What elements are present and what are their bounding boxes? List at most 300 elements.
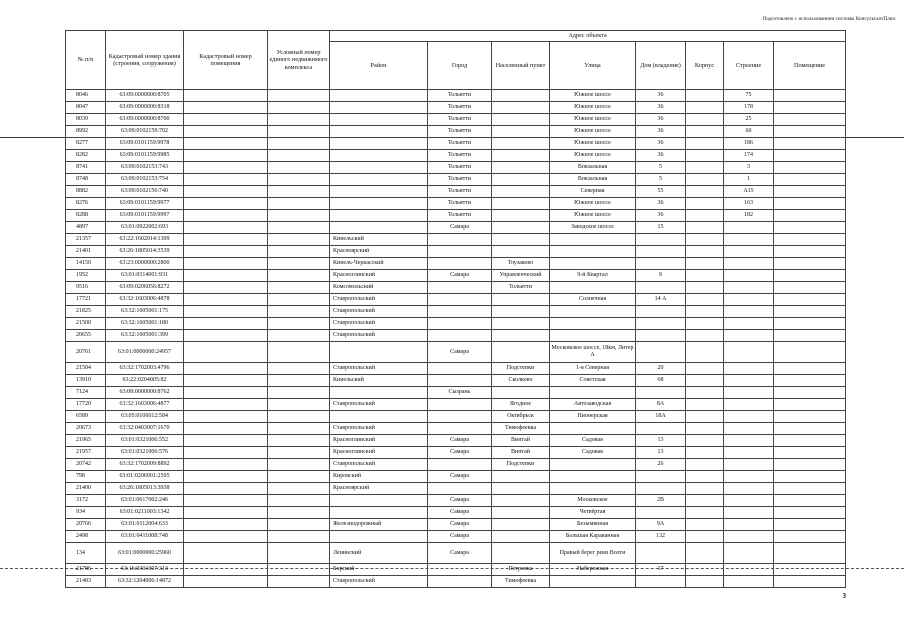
cell-room xyxy=(774,198,846,210)
cell-block xyxy=(686,186,724,198)
cell-house: 18А xyxy=(636,411,686,423)
cell-house: 132 xyxy=(636,531,686,543)
cell-conditional-number xyxy=(268,126,330,138)
table-row xyxy=(66,423,846,435)
cell-house xyxy=(636,342,686,363)
cell-conditional-number xyxy=(268,270,330,282)
cell-conditional-number xyxy=(268,507,330,519)
cell-cadastral: 63:09:0101159:9997 xyxy=(106,210,184,222)
cell-cadastral-room xyxy=(184,174,268,186)
cell-building: 182 xyxy=(724,210,774,222)
cell-district: Красноглинский xyxy=(330,270,428,282)
cell-building xyxy=(724,222,774,234)
cell-house: 9 xyxy=(636,270,686,282)
cell-street: Южное шоссе xyxy=(550,198,636,210)
cell-room xyxy=(774,363,846,375)
cell-cadastral-room xyxy=(184,210,268,222)
cell-room xyxy=(774,483,846,495)
cell-room xyxy=(774,459,846,471)
cell-cadastral: 63:01:0211003:1342 xyxy=(106,507,184,519)
cell-conditional-number xyxy=(268,447,330,459)
cell-cadastral: 63:32:1605001:399 xyxy=(106,330,184,342)
cell-cadastral: 63:01:0314001:931 xyxy=(106,270,184,282)
cell-room xyxy=(774,564,846,576)
cell-conditional-number xyxy=(268,543,330,564)
cell-building xyxy=(724,375,774,387)
cell-block xyxy=(686,543,724,564)
cell-cadastral-room xyxy=(184,459,268,471)
cell-district xyxy=(330,114,428,126)
cell-settlement xyxy=(492,234,550,246)
cell-settlement xyxy=(492,114,550,126)
cell-building xyxy=(724,330,774,342)
cell-city: Тольятти xyxy=(428,150,492,162)
cell-conditional-number xyxy=(268,387,330,399)
table-row xyxy=(66,387,846,399)
cell-settlement xyxy=(492,150,550,162)
cell-cadastral: 63:09:0000000:8705 xyxy=(106,90,184,102)
cell-district xyxy=(330,507,428,519)
table-row xyxy=(66,186,846,198)
cell-district xyxy=(330,411,428,423)
cell-district xyxy=(330,495,428,507)
cell-district xyxy=(330,198,428,210)
cell-district: Ленинский xyxy=(330,543,428,564)
cell-district xyxy=(330,531,428,543)
cell-conditional-number xyxy=(268,102,330,114)
cell-cadastral: 63:01:0112004:633 xyxy=(106,519,184,531)
cell-house xyxy=(636,258,686,270)
cell-house: 14 А xyxy=(636,294,686,306)
cell-house: 9А xyxy=(636,519,686,531)
cell-settlement: Тоузаково xyxy=(492,258,550,270)
cell-city: Самара xyxy=(428,507,492,519)
cell-num: 9516 xyxy=(66,282,106,294)
cell-num: 8288 xyxy=(66,210,106,222)
cell-num: 8277 xyxy=(66,138,106,150)
cell-block xyxy=(686,234,724,246)
cell-street xyxy=(550,246,636,258)
cell-block xyxy=(686,342,724,363)
cell-conditional-number xyxy=(268,330,330,342)
cell-district xyxy=(330,186,428,198)
cell-block xyxy=(686,90,724,102)
cell-district: Ставропольский xyxy=(330,330,428,342)
cell-settlement: Ягодное xyxy=(492,399,550,411)
cell-room xyxy=(774,126,846,138)
cell-house xyxy=(636,234,686,246)
cell-cadastral-room xyxy=(184,258,268,270)
cell-building xyxy=(724,294,774,306)
table-row xyxy=(66,114,846,126)
cell-city xyxy=(428,564,492,576)
cell-street xyxy=(550,282,636,294)
cell-cadastral: 63:09:0102156:740 xyxy=(106,186,184,198)
table-row xyxy=(66,270,846,282)
cell-cadastral-room xyxy=(184,162,268,174)
cell-district xyxy=(330,387,428,399)
cell-city xyxy=(428,459,492,471)
cell-city: Тольятти xyxy=(428,126,492,138)
cell-house: 13 xyxy=(636,435,686,447)
cell-cadastral-room xyxy=(184,483,268,495)
cell-building: 1 xyxy=(724,174,774,186)
cell-room xyxy=(774,411,846,423)
cell-city: Тольятти xyxy=(428,198,492,210)
cell-conditional-number xyxy=(268,375,330,387)
table-row xyxy=(66,411,846,423)
cell-street: Южное шоссе xyxy=(550,102,636,114)
cell-building xyxy=(724,507,774,519)
cell-settlement xyxy=(492,330,550,342)
cell-room xyxy=(774,330,846,342)
cell-house: 20 xyxy=(636,363,686,375)
cell-street xyxy=(550,387,636,399)
cell-num: 21401 xyxy=(66,246,106,258)
table-row xyxy=(66,471,846,483)
cell-block xyxy=(686,162,724,174)
cell-street: Московское xyxy=(550,495,636,507)
cell-cadastral-room xyxy=(184,531,268,543)
cell-house xyxy=(636,246,686,258)
cell-settlement: Тимофеевка xyxy=(492,423,550,435)
cell-cadastral: 63:01:0617002:246 xyxy=(106,495,184,507)
cell-building xyxy=(724,399,774,411)
cell-city: Тольятти xyxy=(428,186,492,198)
cell-settlement xyxy=(492,519,550,531)
cell-district xyxy=(330,126,428,138)
cell-district: Красноярский xyxy=(330,246,428,258)
cell-house: 2В xyxy=(636,495,686,507)
cell-cadastral-room xyxy=(184,90,268,102)
cell-block xyxy=(686,459,724,471)
table-row xyxy=(66,483,846,495)
cell-block xyxy=(686,507,724,519)
cell-cadastral: 63:09:0102153:754 xyxy=(106,174,184,186)
cell-house: 68 xyxy=(636,375,686,387)
cell-cadastral-room xyxy=(184,330,268,342)
table-row xyxy=(66,363,846,375)
cell-cadastral-room xyxy=(184,198,268,210)
table-row xyxy=(66,531,846,543)
cell-settlement: Подстепки xyxy=(492,459,550,471)
cell-building: А15 xyxy=(724,186,774,198)
cell-cadastral-room xyxy=(184,519,268,531)
cell-house: 15 xyxy=(636,222,686,234)
cell-house xyxy=(636,387,686,399)
cell-cadastral-room xyxy=(184,363,268,375)
cell-city: Самара xyxy=(428,519,492,531)
cell-city: Тольятти xyxy=(428,210,492,222)
cell-settlement xyxy=(492,483,550,495)
cell-building xyxy=(724,519,774,531)
cell-street: Советская xyxy=(550,375,636,387)
cell-room xyxy=(774,387,846,399)
cell-conditional-number xyxy=(268,90,330,102)
table-row xyxy=(66,258,846,270)
cell-street: Четвёртая xyxy=(550,507,636,519)
cell-building: 25 xyxy=(724,114,774,126)
cell-room xyxy=(774,399,846,411)
cell-room xyxy=(774,531,846,543)
header-district: Район xyxy=(330,42,428,90)
cell-cadastral: 63:01:0922002:693 xyxy=(106,222,184,234)
cell-building: 174 xyxy=(724,150,774,162)
cell-block xyxy=(686,210,724,222)
cell-house xyxy=(636,483,686,495)
cell-room xyxy=(774,150,846,162)
cell-district: Железнодорожный xyxy=(330,519,428,531)
cell-num: 8047 xyxy=(66,102,106,114)
header-house: Дом (владение) xyxy=(636,42,686,90)
cell-block xyxy=(686,495,724,507)
cell-district xyxy=(330,162,428,174)
header-cadastral-room: Кадастровый номер помещения xyxy=(184,31,268,90)
cell-district xyxy=(330,342,428,363)
cell-house: 36 xyxy=(636,138,686,150)
cell-cadastral: 63:32:1204006:14872 xyxy=(106,576,184,588)
table-row xyxy=(66,399,846,411)
cell-cadastral-room xyxy=(184,447,268,459)
cell-district xyxy=(330,210,428,222)
cell-street xyxy=(550,330,636,342)
cell-room xyxy=(774,114,846,126)
cell-settlement xyxy=(492,318,550,330)
cell-num: 21400 xyxy=(66,483,106,495)
cell-cadastral: 63:26:1805013:3938 xyxy=(106,483,184,495)
cell-district: Ставропольский xyxy=(330,318,428,330)
cell-building xyxy=(724,471,774,483)
cell-cadastral: 63:01:0206001:2595 xyxy=(106,471,184,483)
cell-house xyxy=(636,543,686,564)
cell-building xyxy=(724,483,774,495)
cell-room xyxy=(774,294,846,306)
cell-house: 5 xyxy=(636,174,686,186)
cell-house xyxy=(636,306,686,318)
cell-house: 36 xyxy=(636,90,686,102)
cell-conditional-number xyxy=(268,138,330,150)
cell-city: Тольятти xyxy=(428,90,492,102)
cell-house: 36 xyxy=(636,126,686,138)
cell-num: 20761 xyxy=(66,342,106,363)
cell-district: Борский xyxy=(330,564,428,576)
cell-street xyxy=(550,576,636,588)
cell-block xyxy=(686,399,724,411)
cell-settlement xyxy=(492,198,550,210)
cell-block xyxy=(686,564,724,576)
cell-conditional-number xyxy=(268,258,330,270)
header-street: Улица xyxy=(550,42,636,90)
cell-district xyxy=(330,150,428,162)
cell-num: 20766 xyxy=(66,519,106,531)
cell-room xyxy=(774,258,846,270)
cell-conditional-number xyxy=(268,519,330,531)
cell-block xyxy=(686,222,724,234)
cell-block xyxy=(686,411,724,423)
cell-street: Пионерская xyxy=(550,411,636,423)
cell-house: 36 xyxy=(636,198,686,210)
cell-district xyxy=(330,222,428,234)
cell-cadastral-room xyxy=(184,435,268,447)
cell-city: Самара xyxy=(428,270,492,282)
cell-cadastral-room xyxy=(184,342,268,363)
cell-conditional-number xyxy=(268,318,330,330)
cell-room xyxy=(774,102,846,114)
objects-table xyxy=(65,30,846,588)
cell-building xyxy=(724,447,774,459)
cell-conditional-number xyxy=(268,435,330,447)
cell-city: Сызрань xyxy=(428,387,492,399)
cell-num: 3172 xyxy=(66,495,106,507)
cell-num: 21500 xyxy=(66,318,106,330)
cell-num: 6589 xyxy=(66,411,106,423)
cell-street: Северная xyxy=(550,186,636,198)
cell-room xyxy=(774,495,846,507)
cell-conditional-number xyxy=(268,174,330,186)
cell-settlement: Подстепки xyxy=(492,363,550,375)
header-conditional-number: Условный номер единого недвижимого комплекса xyxy=(268,31,330,90)
cell-house: 17 xyxy=(636,564,686,576)
cell-building xyxy=(724,318,774,330)
cell-street: Садовая xyxy=(550,435,636,447)
cell-conditional-number xyxy=(268,495,330,507)
cell-city xyxy=(428,258,492,270)
cell-district: Кировский xyxy=(330,471,428,483)
cell-block xyxy=(686,138,724,150)
table-row xyxy=(66,576,846,588)
cell-conditional-number xyxy=(268,564,330,576)
cell-conditional-number xyxy=(268,162,330,174)
cell-cadastral-room xyxy=(184,576,268,588)
cell-city xyxy=(428,411,492,423)
cell-settlement xyxy=(492,210,550,222)
cell-room xyxy=(774,282,846,294)
cell-conditional-number xyxy=(268,411,330,423)
cell-district: Кинельский xyxy=(330,234,428,246)
cell-conditional-number xyxy=(268,222,330,234)
cell-block xyxy=(686,294,724,306)
cell-num: 8282 xyxy=(66,150,106,162)
header-room: Помещение xyxy=(774,42,846,90)
cell-settlement xyxy=(492,294,550,306)
cell-street xyxy=(550,234,636,246)
cell-cadastral: 63:32:1605001:180 xyxy=(106,318,184,330)
cell-cadastral-room xyxy=(184,543,268,564)
cell-block xyxy=(686,330,724,342)
cell-settlement: Винтай xyxy=(492,435,550,447)
cell-num: 8748 xyxy=(66,174,106,186)
cell-city: Самара xyxy=(428,495,492,507)
table-row xyxy=(66,375,846,387)
cell-conditional-number xyxy=(268,483,330,495)
cell-cadastral: 63:01:0411008:748 xyxy=(106,531,184,543)
table-row xyxy=(66,210,846,222)
cell-city xyxy=(428,306,492,318)
cell-cadastral-room xyxy=(184,114,268,126)
cell-settlement xyxy=(492,306,550,318)
cell-city: Тольятти xyxy=(428,102,492,114)
cell-num: 8992 xyxy=(66,126,106,138)
cell-house xyxy=(636,282,686,294)
cell-cadastral-room xyxy=(184,294,268,306)
cell-district: Ставропольский xyxy=(330,306,428,318)
cell-street: Южное шоссе xyxy=(550,138,636,150)
cell-num: 21504 xyxy=(66,363,106,375)
cell-block xyxy=(686,306,724,318)
cell-cadastral: 63:22:1602014:1309 xyxy=(106,234,184,246)
table-row xyxy=(66,102,846,114)
cell-cadastral: 63:32:1702009:8892 xyxy=(106,459,184,471)
cell-cadastral-room xyxy=(184,234,268,246)
table-row xyxy=(66,543,846,564)
cell-cadastral-room xyxy=(184,507,268,519)
cell-cadastral-room xyxy=(184,126,268,138)
cell-conditional-number xyxy=(268,210,330,222)
cell-city xyxy=(428,576,492,588)
cell-house xyxy=(636,507,686,519)
cell-cadastral: 63:16:0301007:313 xyxy=(106,564,184,576)
cell-num: 21483 xyxy=(66,576,106,588)
cell-settlement: Сколково xyxy=(492,375,550,387)
cell-num: 798 xyxy=(66,471,106,483)
header-city: Город xyxy=(428,42,492,90)
cell-settlement xyxy=(492,543,550,564)
header-address-group: Адрес объекта xyxy=(330,31,846,42)
cell-room xyxy=(774,270,846,282)
cell-house: 8А xyxy=(636,399,686,411)
cell-block xyxy=(686,387,724,399)
cell-room xyxy=(774,246,846,258)
cell-street xyxy=(550,306,636,318)
cell-num: 8039 xyxy=(66,114,106,126)
cell-building xyxy=(724,387,774,399)
cell-settlement xyxy=(492,222,550,234)
cell-block xyxy=(686,519,724,531)
cell-building xyxy=(724,411,774,423)
cell-conditional-number xyxy=(268,471,330,483)
cell-street xyxy=(550,423,636,435)
cell-building: 186 xyxy=(724,138,774,150)
cell-city xyxy=(428,294,492,306)
cell-block xyxy=(686,363,724,375)
table-row xyxy=(66,162,846,174)
cell-cadastral: 63:01:0321006:576 xyxy=(106,447,184,459)
cell-cadastral-room xyxy=(184,423,268,435)
cell-district: Ставропольский xyxy=(330,363,428,375)
table-row xyxy=(66,198,846,210)
cell-house xyxy=(636,576,686,588)
cell-num: 17720 xyxy=(66,399,106,411)
cell-building xyxy=(724,495,774,507)
cell-room xyxy=(774,210,846,222)
header-note: Подготовлено с использованием системы КонсультантПлюс xyxy=(762,17,896,22)
cell-cadastral-room xyxy=(184,387,268,399)
cell-street: Набережная xyxy=(550,564,636,576)
cell-cadastral: 63:23:0000000:2800 xyxy=(106,258,184,270)
cell-cadastral: 63:01:0000000:25960 xyxy=(106,543,184,564)
cell-building xyxy=(724,576,774,588)
table-row xyxy=(66,90,846,102)
table-row xyxy=(66,126,846,138)
cell-cadastral-room xyxy=(184,495,268,507)
cell-street xyxy=(550,483,636,495)
cell-street: Вокзальная xyxy=(550,174,636,186)
table-row xyxy=(66,519,846,531)
cell-cadastral: 63:22:0204005:82 xyxy=(106,375,184,387)
cell-num: 20655 xyxy=(66,330,106,342)
cell-street xyxy=(550,258,636,270)
cell-cadastral-room xyxy=(184,318,268,330)
